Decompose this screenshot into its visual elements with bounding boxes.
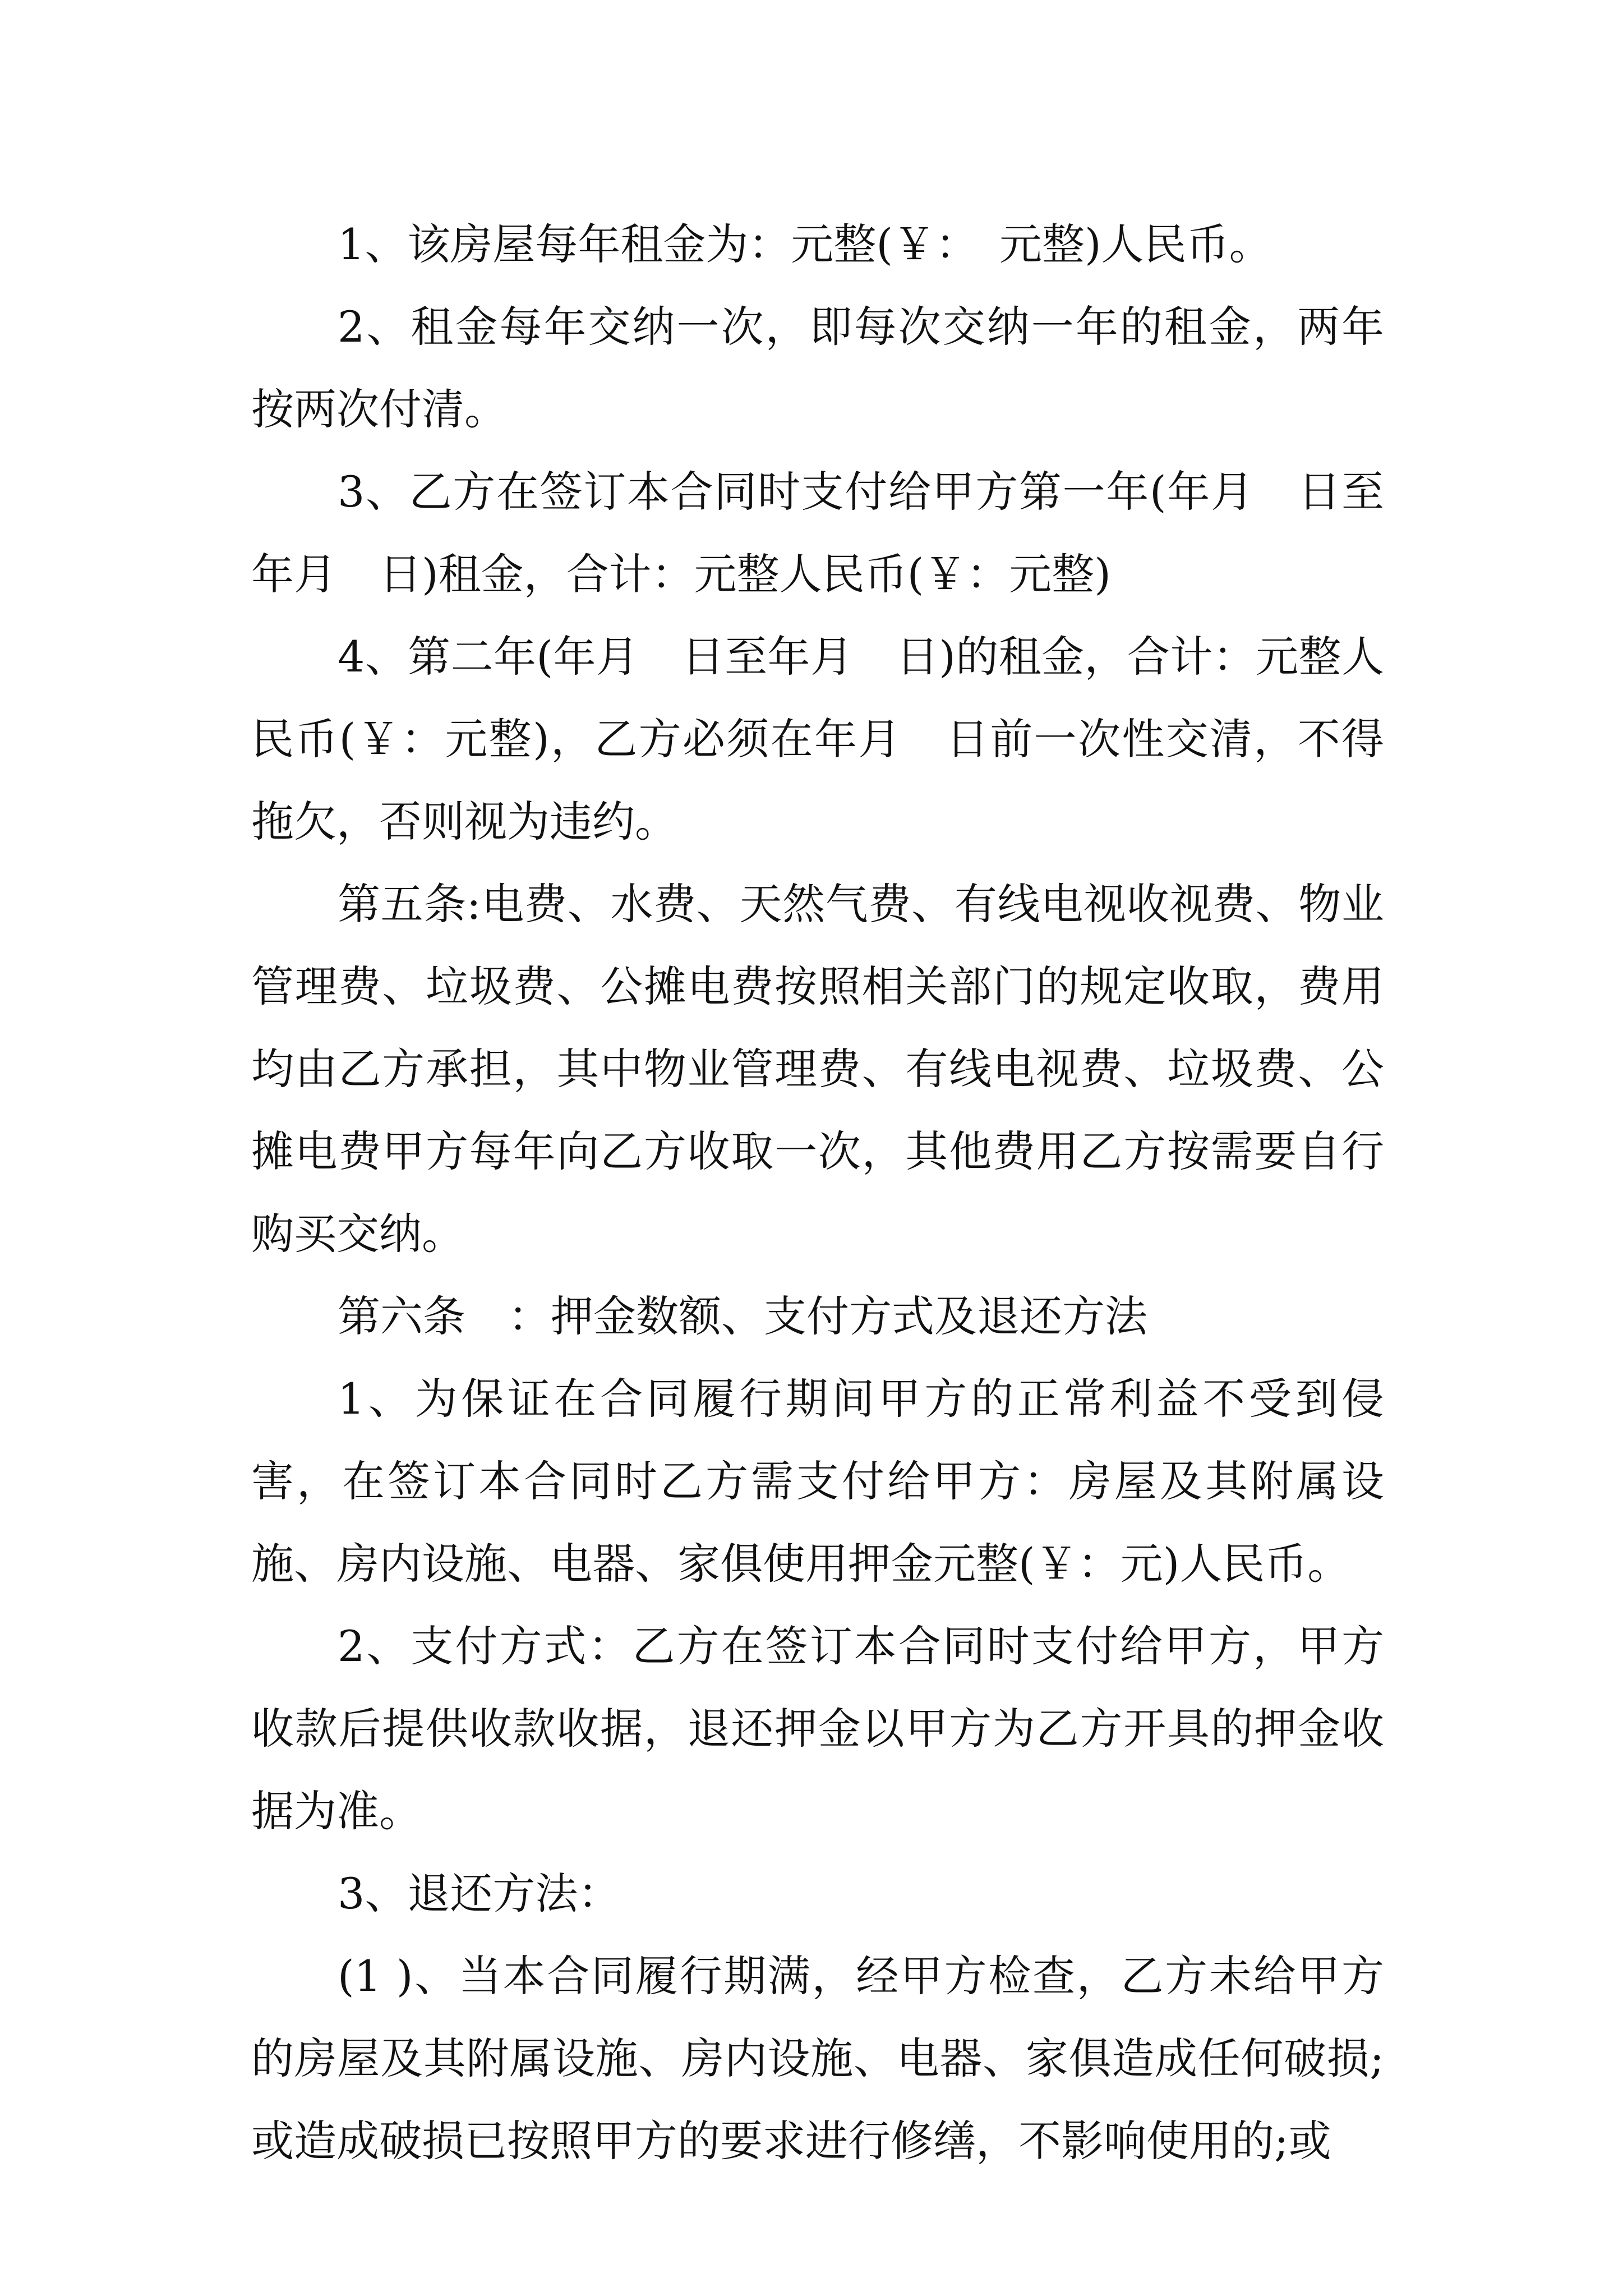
paragraph-rent-amount: 1、该房屋每年租金为：元整(￥： 元整)人民币。	[338, 219, 1272, 269]
paragraph-deposit-payment-method: 2、支付方式：乙方在签订本合同时支付给甲方，甲方收款后提供收款收据，退还押金以甲方为乙方开具的押金收据为准。	[251, 1621, 1384, 1836]
paragraph-refund-method-heading: 3、退还方法：	[338, 1869, 621, 1918]
paragraph-article-five-fees: 第五条:电费、水费、天然气费、有线电视收视费、物业管理费、垃圾费、公摊电费按照相关部门的规定收取，费用均由乙方承担，其中物业管理费、有线电视费、垃圾费、公摊电费甲方每年向乙方收取一次，其他费用乙方按需要自行购买交纳。	[251, 879, 1384, 1259]
paragraph-rent-payment-frequency: 2、租金每年交纳一次，即每次交纳一年的租金，两年按两次付清。	[251, 302, 1384, 434]
paragraph-refund-condition-one: (1 )、当本合同履行期满，经甲方检查，乙方未给甲方的房屋及其附属设施、房内设施、电器、家俱造成任何破损;或造成破损已按照甲方的要求进行修缮，不影响使用的;或	[251, 1951, 1384, 2166]
paragraph-deposit-amount: 1、为保证在合同履行期间甲方的正常利益不受到侵害，在签订本合同时乙方需支付给甲方：房屋及其附属设施、房内设施、电器、家俱使用押金元整(￥：元)人民币。	[251, 1374, 1384, 1589]
paragraph-article-six-heading: 第六条 ：押金数额、支付方式及退还方法	[338, 1291, 1147, 1341]
document-body	[251, 203, 1384, 2182]
paragraph-first-year-rent: 3、乙方在签订本合同时支付给甲方第一年(年月 日至年月 日)租金，合计：元整人民币(￥：元整)	[251, 467, 1384, 599]
paragraph-second-year-rent: 4、第二年(年月 日至年月 日)的租金，合计：元整人民币(￥：元整)，乙方必须在年月 日前一次性交清，不得拖欠，否则视为违约。	[251, 632, 1384, 846]
